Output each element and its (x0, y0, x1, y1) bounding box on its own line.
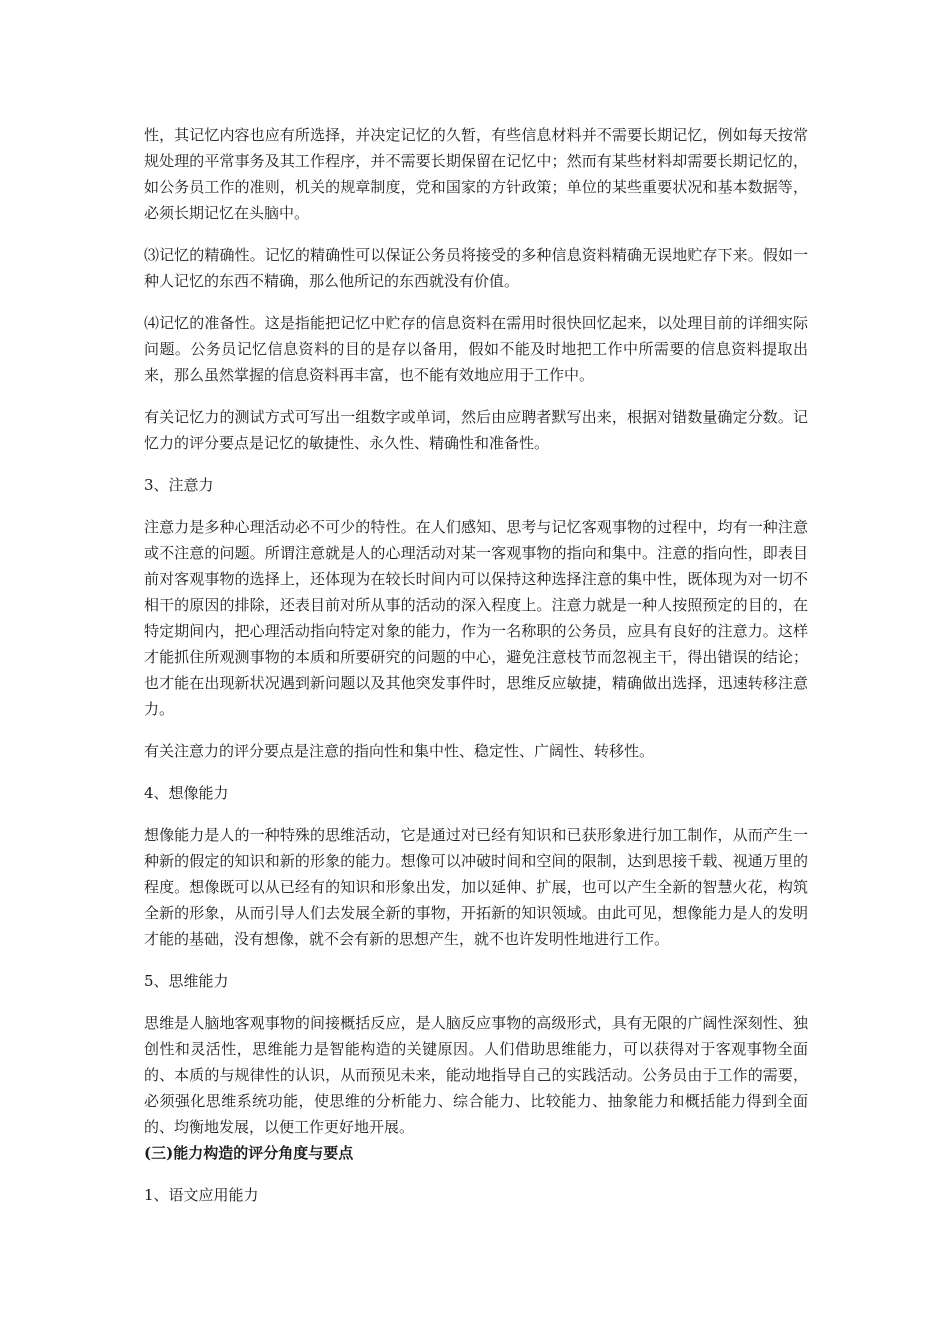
heading-imagination: 4、想像能力 (144, 784, 229, 802)
heading-attention: 3、注意力 (144, 476, 214, 494)
paragraph-thinking: 思维是人脑地客观事物的间接概括反应，是人脑反应事物的高级形式，具有无限的广阔性深刻性、独创性和灵活性，思维能力是智能构造的关键原因。人们借助思维能力，可以获得对于客观事物全面的、本质的与规律性的认识，从而预见未来，能动地指导自己的实践活动。公务员由于工作的需要，必须强化思维系统功能，使思维的分析能力、综合能力、比较能力、抽象能力和概括能力得到全面的、均衡地发展，以便工作更好地开展。 (144, 1014, 808, 1136)
paragraph-imagination: 想像能力是人的一种特殊的思维活动，它是通过对已经有知识和已获形象进行加工制作，从而产生一种新的假定的知识和新的形象的能力。想像可以冲破时间和空间的限制，达到思接千载、视通万里的程度。想像既可以从已经有的知识和形象出发，加以延伸、扩展，也可以产生全新的智慧火花，构筑全新的形象，从而引导人们去发展全新的事物，开拓新的知识领域。由此可见，想像能力是人的发明才能的基础，没有想像，就不会有新的思想产生，就不也许发明性地进行工作。 (144, 826, 808, 948)
paragraph-memory-test: 有关记忆力的测试方式可写出一组数字或单词，然后由应聘者默写出来，根据对错数量确定分数。记忆力的评分要点是记忆的敏捷性、永久性、精确性和准备性。 (144, 408, 808, 452)
paragraph-attention-scoring: 有关注意力的评分要点是注意的指向性和集中性、稳定性、广阔性、转移性。 (144, 742, 655, 760)
paragraph-attention: 注意力是多种心理活动必不可少的特性。在人们感知、思考与记忆客观事物的过程中，均有一种注意或不注意的问题。所谓注意就是人的心理活动对某一客观事物的指向和集中。注意的指向性，即表目前对客观事物的选择上，还体现为在较长时间内可以保持这种选择注意的集中性，既体现为对一切不相干的原因的排除，还表目前对所从事的活动的深入程度上。注意力就是一种人按照预定的目的，在特定期间内，把心理活动指向特定对象的能力，作为一名称职的公务员，应具有良好的注意力。这样才能抓住所观测事物的本质和所要研究的问题的中心，避免注意枝节而忽视主干，得出错误的结论；也才能在出现新状况遇到新问题以及其他突发事件时，思维反应敏捷，精确做出选择，迅速转移注意力。 (144, 518, 808, 718)
heading-language-ability: 1、语文应用能力 (144, 1186, 259, 1204)
section-heading-scoring: (三)能力构造的评分角度与要点 (144, 1144, 354, 1162)
paragraph-memory-readiness: ⑷记忆的准备性。这是指能把记忆中贮存的信息资料在需用时很快回忆起来，以处理目前的详细实际问题。公务员记忆信息资料的目的是存以备用，假如不能及时地把工作中所需要的信息资料提取出来，那么虽然掌握的信息资料再丰富，也不能有效地应用于工作中。 (144, 314, 808, 384)
document-body (144, 122, 808, 1224)
paragraph-memory-accuracy: ⑶记忆的精确性。记忆的精确性可以保证公务员将接受的多种信息资料精确无误地贮存下来。假如一种人记忆的东西不精确，那么他所记的东西就没有价值。 (144, 246, 808, 290)
heading-thinking: 5、思维能力 (144, 972, 229, 990)
paragraph-memory-duration: 性，其记忆内容也应有所选择，并决定记忆的久暂，有些信息材料并不需要长期记忆，例如每天按常规处理的平常事务及其工作程序，并不需要长期保留在记忆中；然而有某些材料却需要长期记忆的，如公务员工作的准则，机关的规章制度，党和国家的方针政策；单位的某些重要状况和基本数据等，必须长期记忆在头脑中。 (144, 126, 808, 222)
